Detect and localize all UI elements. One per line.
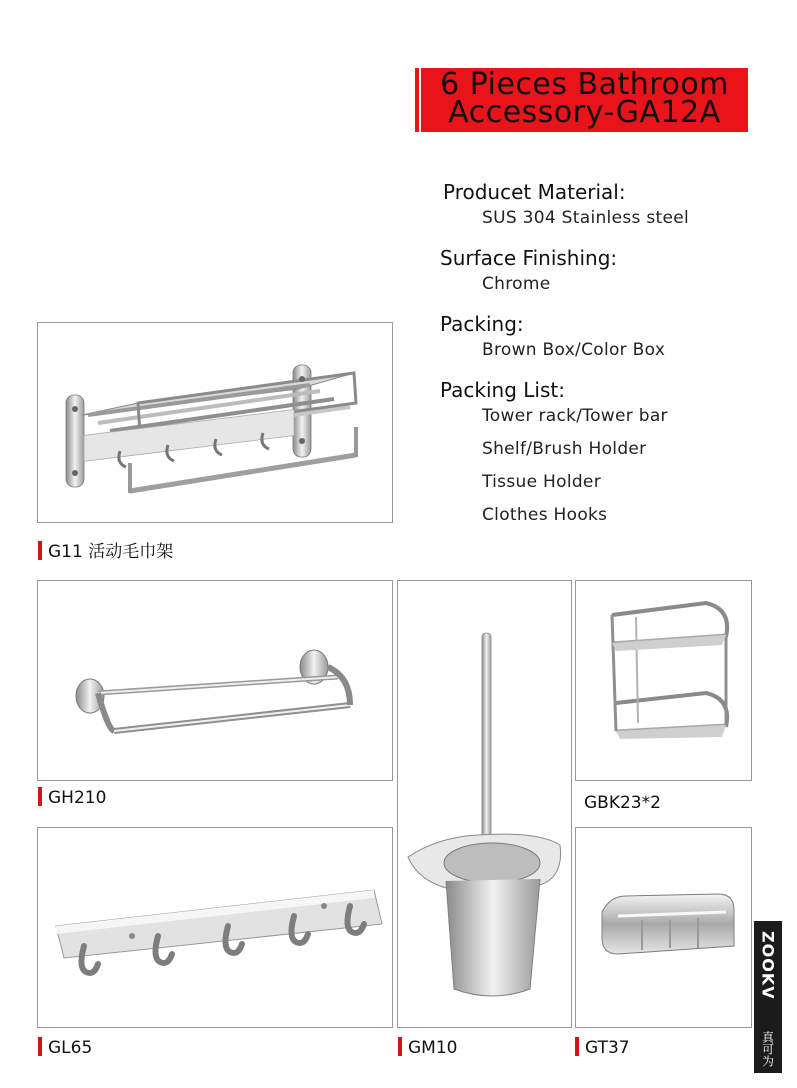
corner-basket-illustration — [576, 581, 751, 780]
packing-value: Brown Box/Color Box — [482, 340, 666, 360]
title-line-2: Accessory-GA12A — [448, 95, 721, 130]
clothes-hooks-illustration — [38, 828, 392, 1027]
caption-g11 — [38, 537, 173, 562]
finish-label: Surface Finishing: — [440, 246, 618, 270]
material-label: Producet Material: — [443, 180, 626, 204]
towel-bar-illustration — [38, 581, 392, 780]
caption-gt37-text: GT37 — [585, 1038, 630, 1058]
packing-list-label: Packing List: — [440, 378, 565, 402]
finish-value: Chrome — [482, 274, 551, 294]
caption-gh210 — [38, 787, 106, 808]
caption-gbk23-text: GBK23*2 — [584, 793, 661, 813]
caption-marker — [38, 1037, 42, 1056]
packing-list-item: Shelf/Brush Holder — [482, 439, 647, 459]
product-image-gl65-clothes-hooks — [37, 827, 393, 1028]
title-banner — [421, 68, 748, 132]
caption-marker — [38, 541, 42, 560]
caption-marker — [575, 1037, 579, 1056]
brush-holder-illustration — [398, 581, 571, 1027]
brand-chinese-name: 真可为 — [760, 1031, 775, 1067]
caption-marker — [398, 1037, 402, 1056]
caption-gl65 — [38, 1037, 92, 1058]
product-image-gbk23-corner-basket — [575, 580, 752, 781]
caption-gm10 — [398, 1037, 457, 1058]
caption-g11-text: G11 活动毛巾架 — [48, 542, 174, 562]
caption-gh210-text: GH210 — [48, 788, 107, 808]
caption-gbk23 — [584, 793, 661, 813]
packing-list-item: Clothes Hooks — [482, 505, 608, 525]
product-image-g11-towel-rack — [37, 322, 393, 523]
caption-gm10-text: GM10 — [408, 1038, 458, 1058]
product-image-gt37-tissue-holder — [575, 827, 752, 1028]
packing-label: Packing: — [440, 312, 524, 336]
material-value: SUS 304 Stainless steel — [482, 208, 690, 228]
caption-marker — [38, 787, 42, 806]
product-image-gm10-brush-holder — [397, 580, 572, 1028]
product-image-gh210-towel-bar — [37, 580, 393, 781]
caption-gt37 — [575, 1037, 630, 1058]
packing-list-item: Tissue Holder — [482, 472, 601, 492]
brand-name: ZOOKV — [758, 931, 778, 1000]
brand-logo — [754, 921, 782, 1073]
packing-list-item: Tower rack/Tower bar — [482, 406, 668, 426]
title-line-1: 6 Pieces Bathroom — [440, 67, 729, 102]
towel-rack-illustration — [38, 323, 392, 522]
caption-gl65-text: GL65 — [48, 1038, 93, 1058]
tissue-holder-illustration — [576, 828, 751, 1027]
